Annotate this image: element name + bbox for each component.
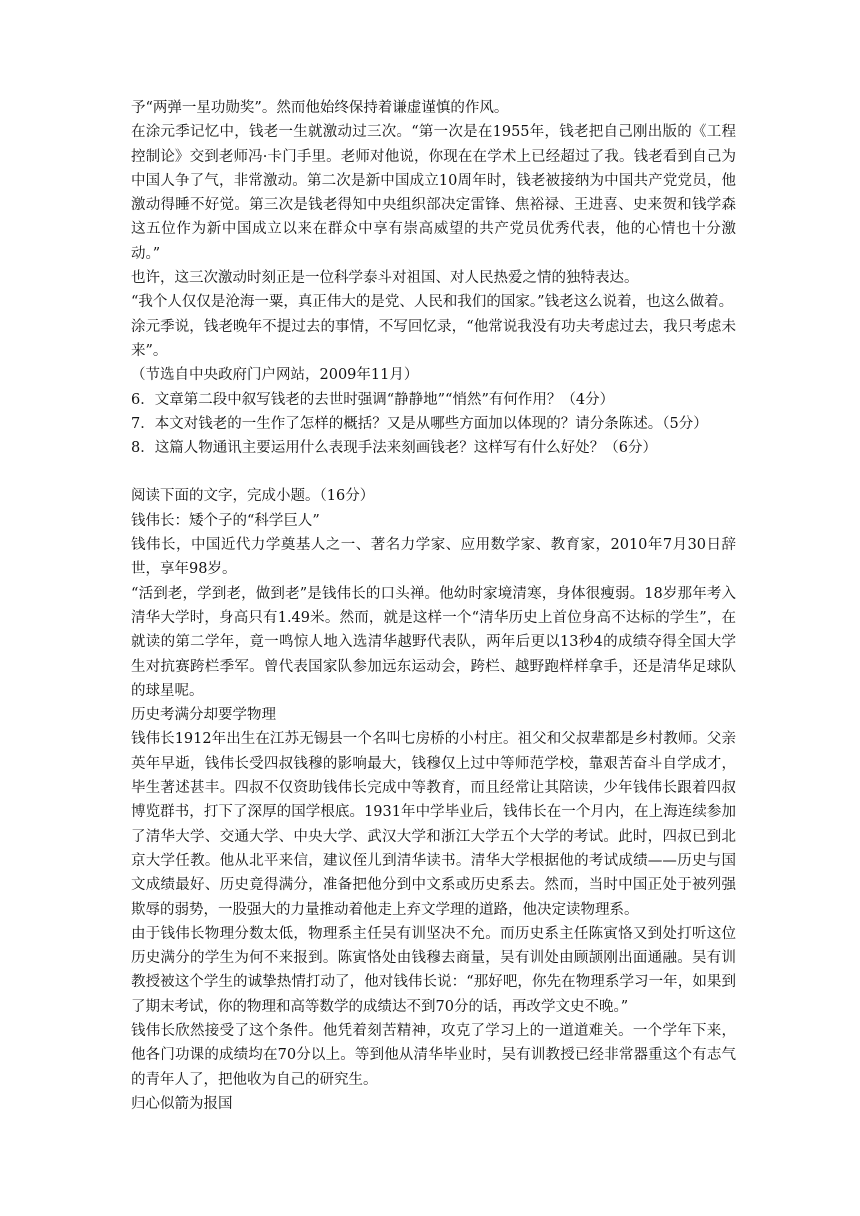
document-body xyxy=(131,96,736,1116)
question-8: 8．这篇人物通讯主要运用什么表现手法来刻画钱老？这样写有什么好处？（6分） xyxy=(131,440,657,457)
source-note: （节选自中央政府门户网站，2009年11月） xyxy=(131,367,419,384)
paragraph-award: 予“两弹一星功勋奖”。然而他始终保持着谦虚谨慎的作风。 xyxy=(131,100,509,116)
question-6: 6．文章第二段中叙写钱老的去世时强调“静静地”“悄然”有何作用？（4分） xyxy=(131,391,615,408)
paragraph-intro: 钱伟长，中国近代力学奠基人之一、著名力学家、应用数学家、教育家，2010年7月30日辞世，享年98岁。 xyxy=(131,537,736,578)
paragraph-expression: 也许，这三次激动时刻正是一位科学泰斗对祖国、对人民热爱之情的独特表达。 xyxy=(131,270,639,287)
reading-instruction: 阅读下面的文字，完成小题。（16分） xyxy=(131,488,375,505)
paragraph-motto: “活到老，学到老，做到老”是钱伟长的口头禅。他幼时家境清寒，身体很瘦弱。18岁那年考入清华大学时，身高只有1.49米。然而，就是这样一个“清华历史上首位身高不达标的学生”，在就读的第二学年，竟一鸣惊人地入选清华越野代表队，两年后更以13秒4的成绩夺得全国大学生对抗赛跨栏季军。曾代表国家队参加远东运动会，跨栏、越野跑样样拿手，还是清华足球队的球星呢。 xyxy=(131,585,736,699)
paragraph-three-excitements: 在涂元季记忆中，钱老一生就激动过三次。“第一次是在1955年，钱老把自己刚出版的《工程控制论》交到老师冯·卡门手里。老师对他说，你现在在学术上已经超过了我。钱老看到自己为中国人争了气，非常激动。第二次是新中国成立10周年时，钱老被接纳为中国共产党党员，他激动得睡不好觉。第三次是钱老得知中央组织部决定雷锋、焦裕禄、王进喜、史来贺和钱学森这五位作为新中国成立以来在群众中享有崇高威望的共产党员优秀代表，他的心情也十分激动。” xyxy=(131,124,736,262)
paragraph-accept: 钱伟长欣然接受了这个条件。他凭着刻苦精神，攻克了学习上的一道道难关。一个学年下来，他各门功课的成绩均在70分以上。等到他从清华毕业时，吴有训教授已经非常器重这个有志气的青年人了，把他收为自己的研究生。 xyxy=(131,1022,736,1088)
paragraph-future: 涂元季说，钱老晚年不提过去的事情，不写回忆录，“他常说我没有功夫考虑过去，我只考虑未来”。 xyxy=(131,318,736,359)
paragraph-quote: “我个人仅仅是沧海一粟，真正伟大的是党、人民和我们的国家。”钱老这么说着，也这么做着。 xyxy=(131,294,734,311)
article-title: 钱伟长：矮个子的“科学巨人” xyxy=(131,512,320,529)
section-heading-physics: 历史考满分却要学物理 xyxy=(131,707,276,724)
section-spacer xyxy=(131,460,736,484)
section-heading-return: 归心似箭为报国 xyxy=(131,1095,233,1112)
paragraph-birth: 钱伟长1912年出生在江苏无锡县一个名叫七房桥的小村庄。祖父和父叔辈都是乡村教师。父亲英年早逝，钱伟长受四叔钱穆的影响最大，钱穆仅上过中等师范学校，靠艰苦奋斗自学成才，毕生著述甚丰。四叔不仅资助钱伟长完成中等教育，而且经常让其陪读，少年钱伟长跟着四叔博览群书，打下了深厚的国学根底。1931年中学毕业后，钱伟长在一个月内，在上海连续参加了清华大学、交通大学、中央大学、武汉大学和浙江大学五个大学的考试。此时，四叔已到北京大学任教。他从北平来信，建议侄儿到清华读书。清华大学根据他的考试成绩——历史与国文成绩最好、历史竟得满分，准备把他分到中文系或历史系去。然而，当时中国正处于被列强欺辱的弱势，一股强大的力量推动着他走上弃文学理的道路，他决定读物理系。 xyxy=(131,731,736,918)
question-7: 7．本文对钱老的一生作了怎样的概括？又是从哪些方面加以体现的？请分条陈述。（5分） xyxy=(131,415,708,432)
paragraph-physics-score: 由于钱伟长物理分数太低，物理系主任吴有训坚决不允。而历史系主任陈寅恪又到处打听这位历史满分的学生为何不来报到。陈寅恪处由钱穆去商量，吴有训处由顾颉刚出面通融。吴有训教授被这个学生的诚挚热情打动了，他对钱伟长说：“那好吧，你先在物理系学习一年，如果到了期末考试，你的物理和高等数学的成绩达不到70分的话，再改学文史不晚。” xyxy=(131,925,736,1015)
